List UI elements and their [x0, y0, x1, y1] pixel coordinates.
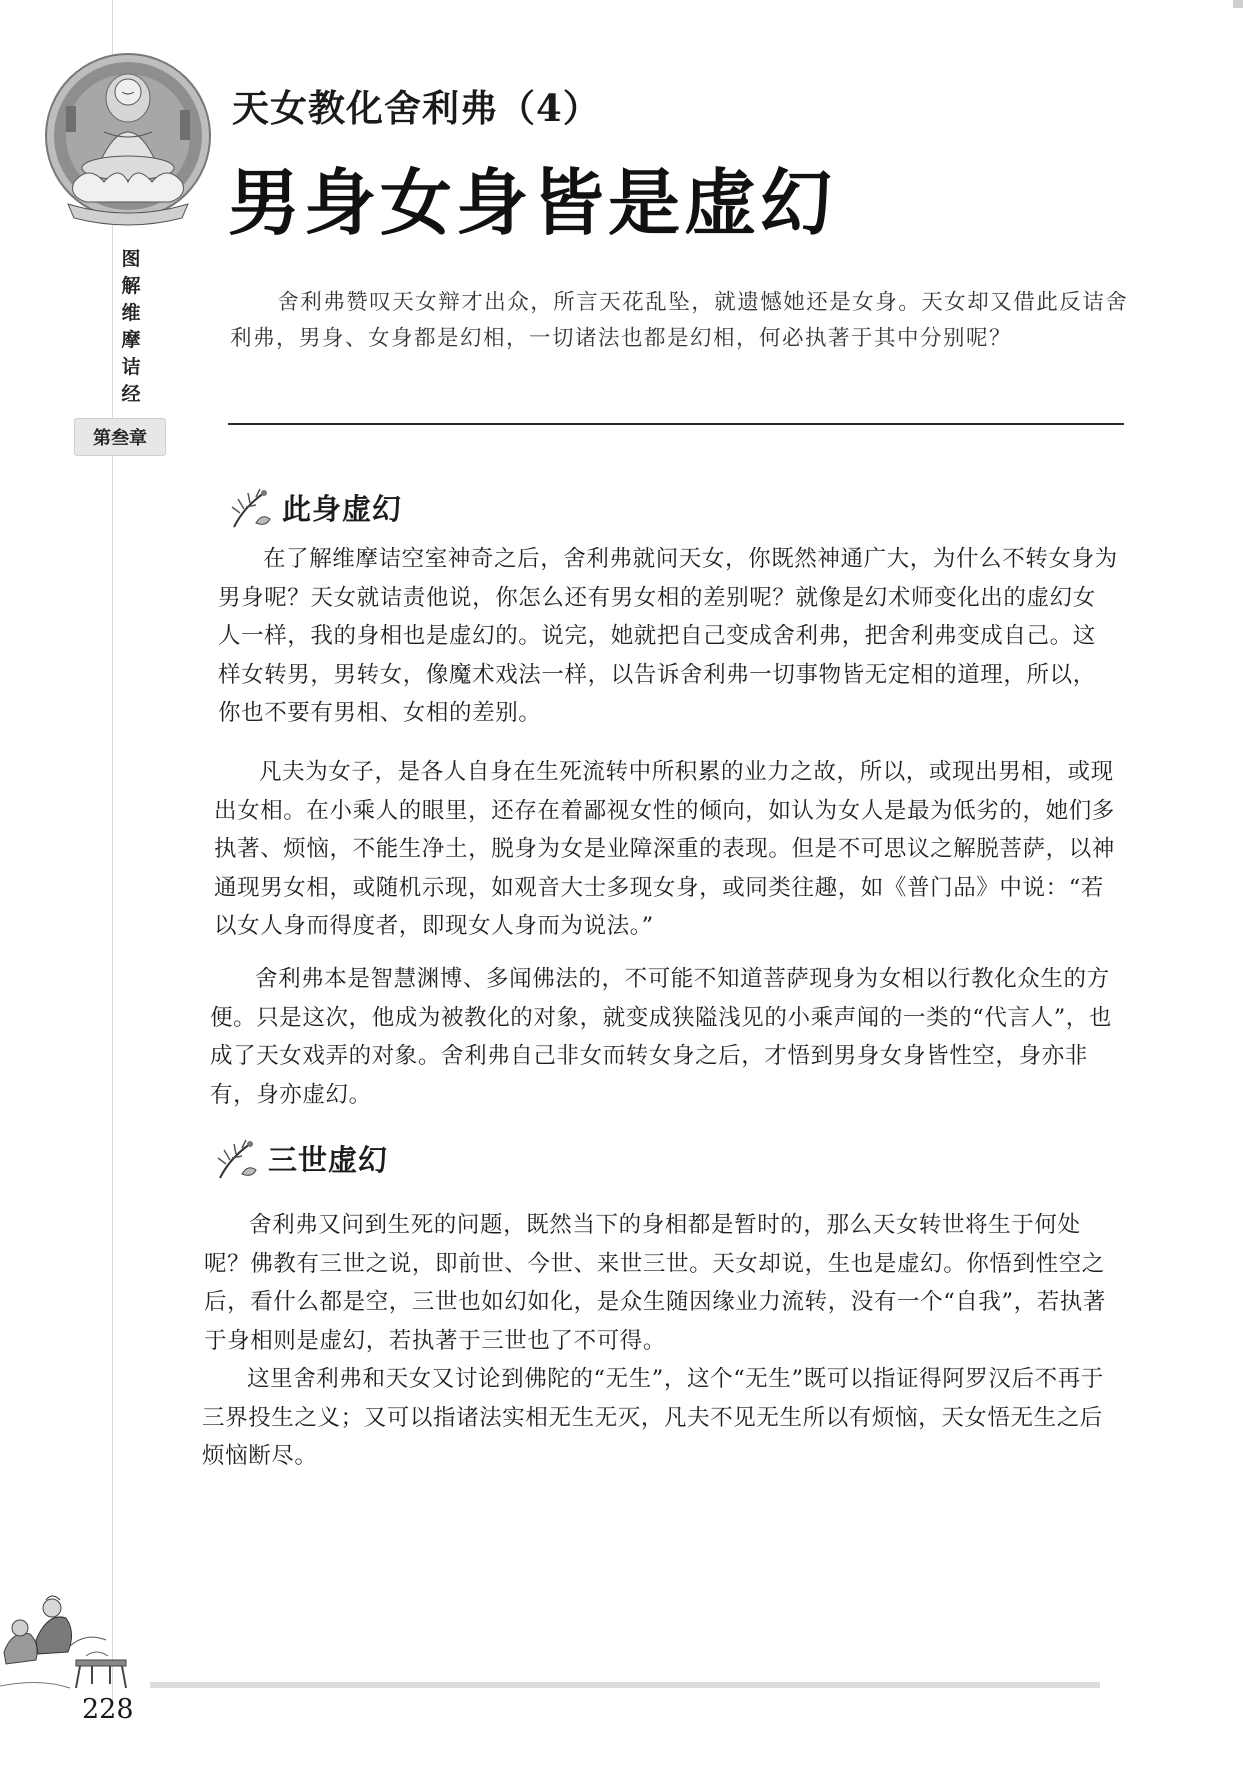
pine-branch-icon — [226, 483, 276, 531]
body-paragraph: 在了解维摩诘空室神奇之后，舍利弗就问天女，你既然神通广大，为什么不转女身为男身呢？天女就诘责他说，你怎么还有男女相的差别呢？就像是幻术师变化出的虚幻女人一样，我的身相也是虚幻的。说完，她就把自己变成舍利弗，把舍利弗变成自己。这样女转男，男转女，像魔术戏法一样，以告诉舍利弗一切事物皆无定相的道理，所以，你也不要有男相、女相的差别。 — [218, 546, 1118, 726]
buddha-medallion-illustration — [44, 50, 212, 228]
body-paragraph: 舍利弗本是智慧渊博、多闻佛法的，不可能不知道菩萨现身为女相以行教化众生的方便。只是这次，他成为被教化的对象，就变成狭隘浅见的小乘声闻的一类的“代言人”，也成了天女戏弄的对象。舍利弗自己非女而转女身之后，才悟到男身女身皆性空，身亦非有，身亦虚幻。 — [210, 966, 1113, 1108]
chapter-tab: 第叁章 — [74, 418, 166, 456]
book-char: 诘 — [121, 356, 141, 378]
book-char: 维 — [121, 302, 141, 324]
pine-branch-icon — [212, 1134, 262, 1182]
section-heading — [226, 483, 402, 531]
section-heading — [212, 1134, 388, 1182]
book-char: 经 — [121, 383, 141, 405]
margin-rule — [112, 0, 113, 1700]
page-title: 男身女身皆是虚幻 — [228, 160, 837, 245]
body-paragraph: 这里舍利弗和天女又讨论到佛陀的“无生”，这个“无生”既可以指证得阿罗汉后不再于三界投生之义；又可以指诸法实相无生无灭，凡夫不见无生所以有烦恼，天女悟无生之后烦恼断尽。 — [202, 1366, 1104, 1469]
book-char: 摩 — [121, 329, 141, 351]
seated-monks-illustration — [0, 1582, 148, 1694]
page-subtitle: 天女教化舍利弗（4） — [232, 86, 601, 130]
book-char: 图 — [121, 248, 141, 270]
body-paragraph: 凡夫为女子，是各人自身在生死流转中所积累的业力之故，所以，或现出男相，或现出女相。在小乘人的眼里，还存在着鄙视女性的倾向，如认为女人是最为低劣的，她们多执著、烦恼，不能生净土，脱身为女是业障深重的表现。但是不可思议之解脱菩萨，以神通现男女相，或随机示现，如观音大士多现女身，或同类往趣，如《普门品》中说：“若以女人身而得度者，即现女人身而为说法。” — [214, 759, 1115, 939]
page-number: 228 — [82, 1694, 134, 1725]
body-paragraph: 舍利弗又问到生死的问题，既然当下的身相都是暂时的，那么天女转世将生于何处呢？佛教有三世之说，即前世、今世、来世三世。天女却说，生也是虚幻。你悟到性空之后，看什么都是空，三世也如幻如化，是众生随因缘业力流转，没有一个“自我”，若执著于身相则是虚幻，若执著于三世也了不可得。 — [204, 1212, 1107, 1354]
book-char: 解 — [121, 275, 141, 297]
intro-divider — [228, 423, 1124, 425]
section-title: 三世虚幻 — [268, 1142, 389, 1177]
section-title: 此身虚幻 — [282, 491, 403, 526]
book-title-vertical — [114, 246, 148, 408]
intro-paragraph: 舍利弗赞叹天女辩才出众，所言天花乱坠，就遗憾她还是女身。天女却又借此反诘舍利弗，男身、女身都是幻相，一切诸法也都是幻相，何必执著于其中分别呢？ — [230, 290, 1129, 351]
page-corner-shadow — [1233, 0, 1243, 8]
footer-rule — [150, 1682, 1100, 1688]
